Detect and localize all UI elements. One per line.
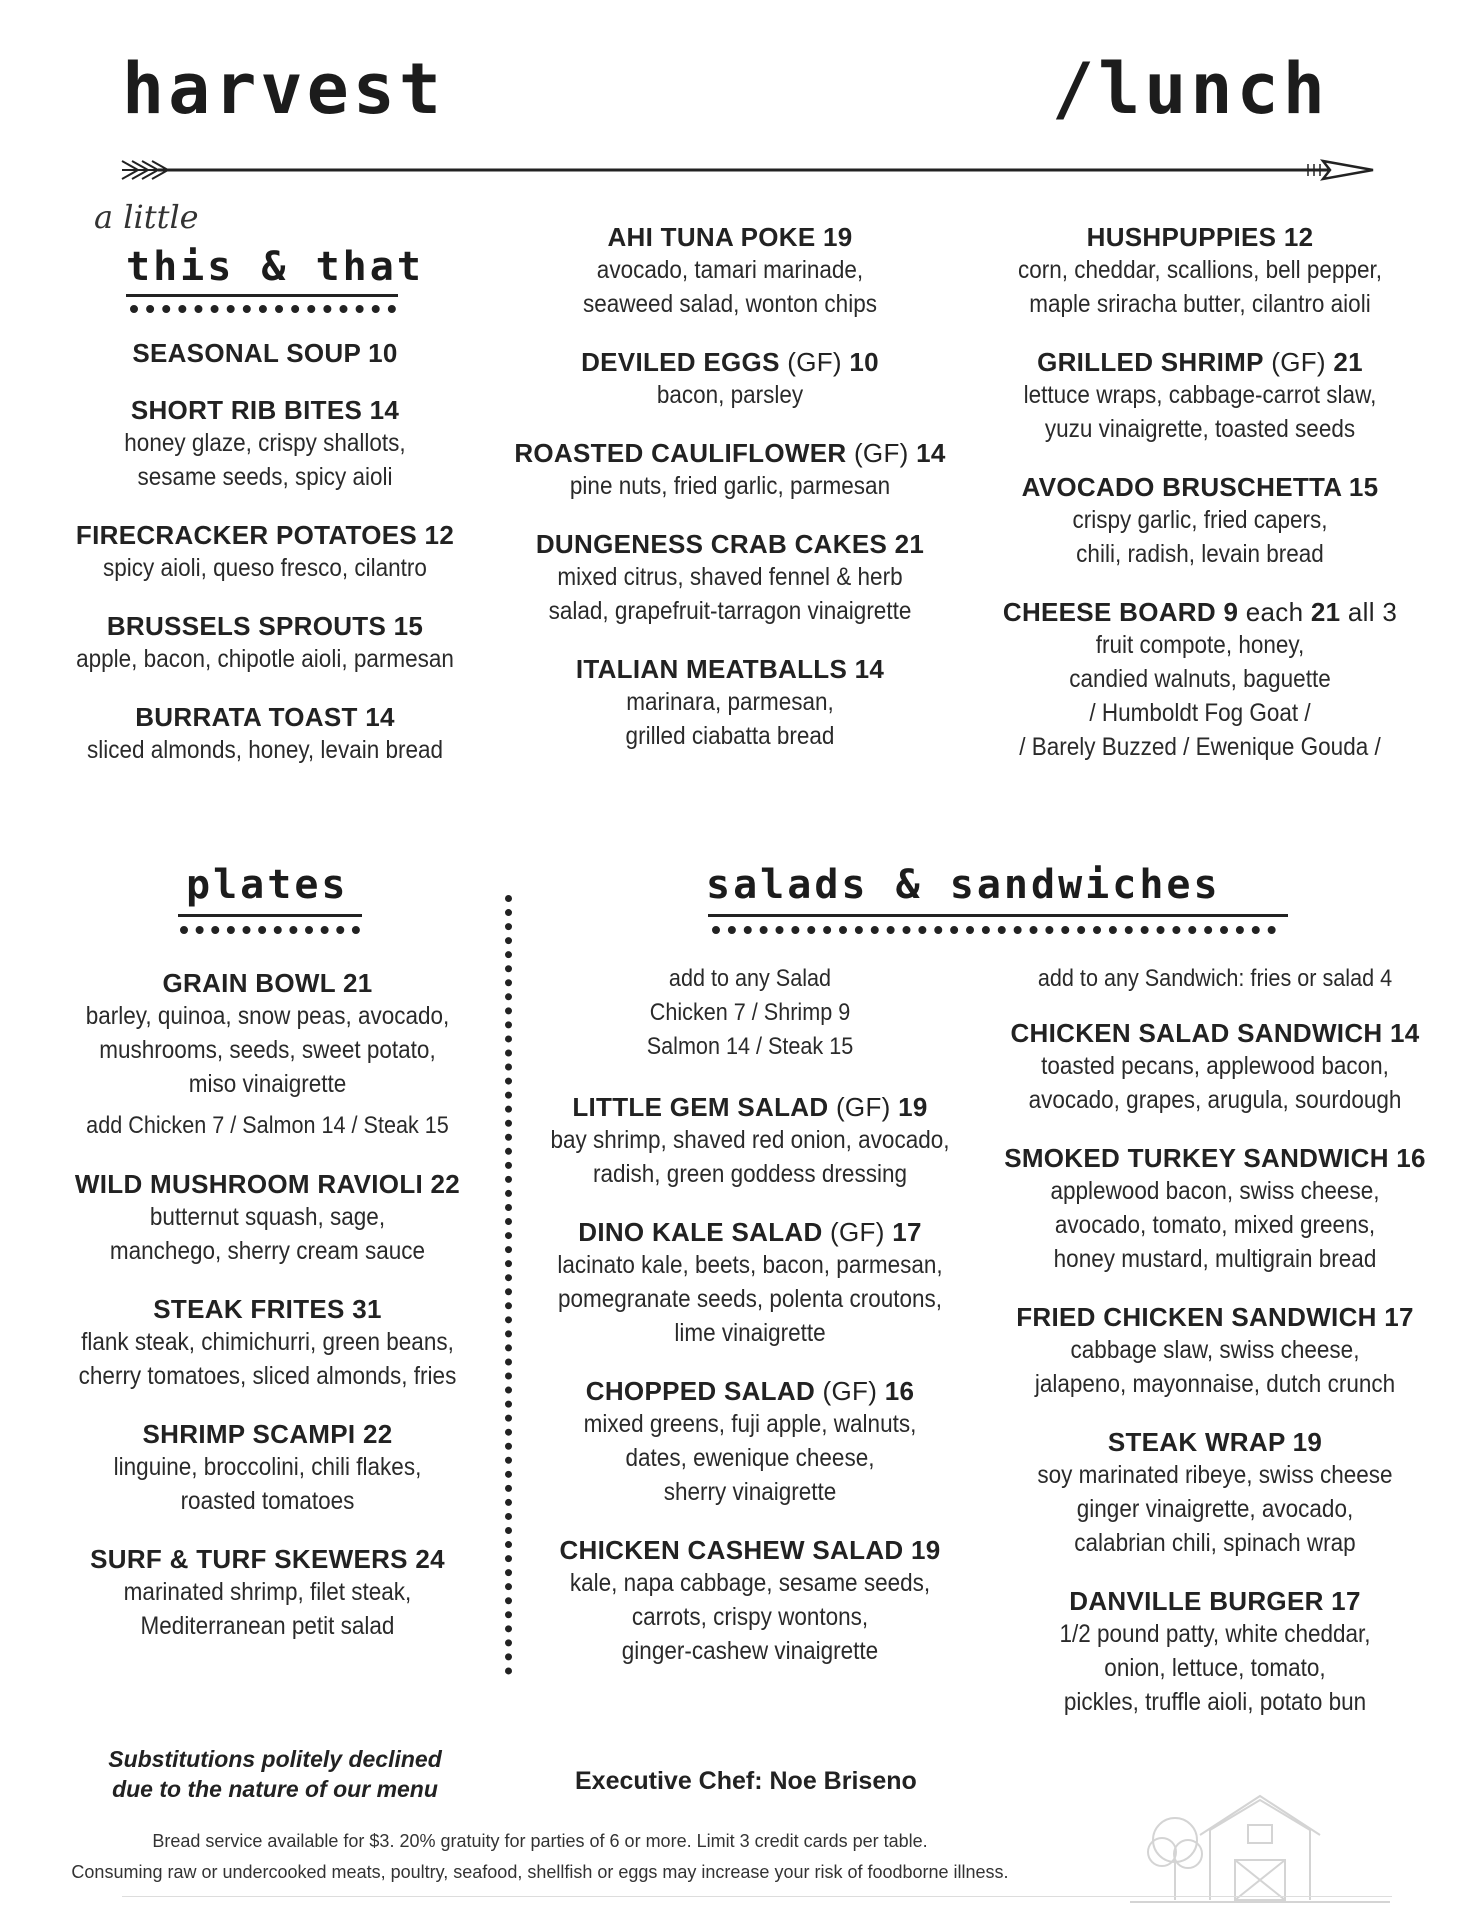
menu-item xyxy=(40,395,490,494)
menu-item xyxy=(970,222,1430,321)
item-name: SMOKED TURKEY SANDWICH 16 xyxy=(1004,1143,1426,1173)
item-title: GRILLED SHRIMP xyxy=(1037,347,1264,377)
item-name: SHORT RIB BITES 14 xyxy=(130,395,400,425)
starters-column-2 xyxy=(500,222,960,779)
item-price: 21 xyxy=(1333,347,1363,377)
item-desc: marinated shrimp, filet steak, xyxy=(123,1578,412,1606)
executive-chef: Executive Chef: Noe Briseno xyxy=(575,1767,917,1795)
item-desc: pine nuts, fried garlic, parmesan xyxy=(569,472,891,500)
sandwiches-column xyxy=(985,962,1445,1745)
item-desc: flank steak, chimichurri, green beans, xyxy=(81,1328,454,1356)
meal-title: /lunch xyxy=(1052,48,1329,130)
item-desc: radish, green goddess dressing xyxy=(593,1160,907,1188)
item-desc: avocado, grapes, arugula, sourdough xyxy=(1028,1086,1402,1114)
menu-item xyxy=(500,654,960,753)
menu-item xyxy=(520,1376,980,1509)
section-underline xyxy=(126,294,398,297)
item-desc: sesame seeds, spicy aioli xyxy=(137,463,393,491)
item-title: ROASTED CAULIFLOWER xyxy=(514,438,847,468)
item-title: DEVILED EGGS xyxy=(581,347,780,377)
item-price: 21 xyxy=(1303,597,1348,627)
section-underline xyxy=(178,914,362,917)
starters-column-3 xyxy=(970,222,1430,790)
menu-item xyxy=(40,611,490,676)
section-title-starters: this & that xyxy=(126,244,424,290)
menu-item xyxy=(40,338,490,369)
gf-tag: (GF) xyxy=(815,1376,885,1406)
menu-item xyxy=(40,1419,495,1518)
item-name: CHICKEN CASHEW SALAD 19 xyxy=(559,1535,941,1565)
arrow-divider xyxy=(118,155,1378,185)
section-title-plates: plates xyxy=(186,862,349,908)
menu-item xyxy=(520,1217,980,1350)
section-prefix: a little xyxy=(94,198,199,236)
item-name: FRIED CHICKEN SANDWICH 17 xyxy=(1016,1302,1414,1332)
item-desc: 1/2 pound patty, white cheddar, xyxy=(1059,1620,1371,1648)
menu-item xyxy=(985,1302,1445,1401)
item-title: CHOPPED SALAD xyxy=(585,1376,816,1406)
item-price: 16 xyxy=(884,1376,915,1406)
item-desc: seaweed salad, wonton chips xyxy=(583,290,877,318)
menu-item xyxy=(520,1092,980,1191)
salad-addon xyxy=(520,962,980,1064)
item-price: 19 xyxy=(898,1092,928,1122)
item-name: SURF & TURF SKEWERS 24 xyxy=(90,1544,445,1574)
add-on-note: add Chicken 7 / Salmon 14 / Steak 15 xyxy=(86,1112,449,1139)
item-name xyxy=(500,347,960,378)
item-name xyxy=(970,347,1430,378)
section-dots xyxy=(712,926,1276,934)
item-desc: miso vinaigrette xyxy=(188,1070,347,1098)
menu-item xyxy=(40,1169,495,1268)
menu-item xyxy=(500,438,960,503)
item-desc: lime vinaigrette xyxy=(674,1319,826,1347)
item-name: SHRIMP SCAMPI 22 xyxy=(142,1419,393,1449)
menu-item xyxy=(970,597,1430,764)
item-desc: Mediterranean petit salad xyxy=(140,1612,395,1640)
substitutions-note xyxy=(60,1744,490,1804)
item-desc: sliced almonds, honey, levain bread xyxy=(86,736,444,764)
item-desc: cabbage slaw, swiss cheese, xyxy=(1070,1336,1360,1364)
item-desc: applewood bacon, swiss cheese, xyxy=(1050,1177,1380,1205)
item-name: DANVILLE BURGER 17 xyxy=(1069,1586,1361,1616)
item-desc: mushrooms, seeds, sweet potato, xyxy=(99,1036,436,1064)
item-name: AVOCADO BRUSCHETTA 15 xyxy=(1021,472,1379,502)
item-name: GRAIN BOWL 21 xyxy=(162,968,373,998)
item-desc: maple sriracha butter, cilantro aioli xyxy=(1029,290,1371,318)
item-desc: candied walnuts, baguette xyxy=(1069,665,1331,693)
item-desc: ginger-cashew vinaigrette xyxy=(621,1637,879,1665)
menu-item xyxy=(40,1544,495,1643)
item-desc: salad, grapefruit-tarragon vinaigrette xyxy=(548,597,912,625)
item-name: DUNGENESS CRAB CAKES 21 xyxy=(535,529,925,559)
item-desc: / Barely Buzzed / Ewenique Gouda / xyxy=(1019,733,1381,761)
addon-line: Salmon 14 / Steak 15 xyxy=(646,1033,854,1060)
substitutions-line: Substitutions politely declined xyxy=(108,1746,442,1772)
item-desc: calabrian chili, spinach wrap xyxy=(1074,1529,1356,1557)
item-name xyxy=(520,1092,980,1123)
item-desc: bacon, parsley xyxy=(656,381,804,409)
menu-item xyxy=(985,1586,1445,1719)
item-name: FIRECRACKER POTATOES 12 xyxy=(75,520,455,550)
footer-line: Consuming raw or undercooked meats, poultry, seafood, shellfish or eggs may increase your risk of foodborne illness. xyxy=(71,1862,1009,1882)
item-desc: pomegranate seeds, polenta croutons, xyxy=(557,1285,943,1313)
item-desc: cherry tomatoes, sliced almonds, fries xyxy=(78,1362,457,1390)
addon-line: add to any Salad xyxy=(668,965,832,992)
item-desc: apple, bacon, chipotle aioli, parmesan xyxy=(76,645,454,673)
item-title: LITTLE GEM SALAD xyxy=(572,1092,829,1122)
section-dots xyxy=(180,926,360,934)
item-desc: chili, radish, levain bread xyxy=(1076,540,1324,568)
item-desc: roasted tomatoes xyxy=(180,1487,355,1515)
item-name xyxy=(500,438,960,469)
item-desc: toasted pecans, applewood bacon, xyxy=(1041,1052,1389,1080)
plates-column xyxy=(40,968,495,1669)
menu-item xyxy=(40,702,490,767)
item-desc: carrots, crispy wontons, xyxy=(631,1603,869,1631)
item-desc: manchego, sherry cream sauce xyxy=(109,1237,426,1265)
item-desc: kale, napa cabbage, sesame seeds, xyxy=(569,1569,931,1597)
price-unit: each xyxy=(1238,597,1304,627)
gf-tag: (GF) xyxy=(822,1217,893,1247)
gf-tag: (GF) xyxy=(779,347,850,377)
gf-tag: (GF) xyxy=(828,1092,899,1122)
item-price: 14 xyxy=(916,438,946,468)
item-name xyxy=(520,1217,980,1248)
menu-item xyxy=(970,472,1430,571)
item-desc: yuzu vinaigrette, toasted seeds xyxy=(1044,415,1356,443)
brand-title: harvest xyxy=(122,48,446,130)
gf-tag: (GF) xyxy=(846,438,917,468)
item-desc: mixed citrus, shaved fennel & herb xyxy=(557,563,903,591)
column-divider xyxy=(505,895,512,1675)
menu-item xyxy=(40,520,490,585)
item-desc: honey mustard, multigrain bread xyxy=(1053,1245,1377,1273)
item-desc: onion, lettuce, tomato, xyxy=(1104,1654,1326,1682)
item-desc: ginger vinaigrette, avocado, xyxy=(1076,1495,1354,1523)
menu-item xyxy=(500,347,960,412)
substitutions-line: due to the nature of our menu xyxy=(112,1776,438,1802)
menu-item xyxy=(40,1294,495,1393)
item-desc: bay shrimp, shaved red onion, avocado, xyxy=(550,1126,950,1154)
item-name: STEAK FRITES 31 xyxy=(153,1294,382,1324)
item-price: 17 xyxy=(892,1217,922,1247)
sandwich-addon xyxy=(985,962,1445,996)
section-underline xyxy=(708,914,1288,917)
item-name: CHICKEN SALAD SANDWICH 14 xyxy=(1010,1018,1420,1048)
item-name: STEAK WRAP 19 xyxy=(1107,1427,1323,1457)
section-dots xyxy=(130,305,396,313)
addon-line: add to any Sandwich: fries or salad 4 xyxy=(1037,965,1393,992)
item-desc: crispy garlic, fried capers, xyxy=(1072,506,1328,534)
section-title-salads-sandwiches: salads & sandwiches xyxy=(706,862,1221,908)
menu-item xyxy=(985,1018,1445,1117)
item-name: AHI TUNA POKE 19 xyxy=(607,222,853,252)
item-desc: marinara, parmesan, xyxy=(626,688,834,716)
footer-line: Bread service available for $3. 20% gratuity for parties of 6 or more. Limit 3 credit cards per table. xyxy=(152,1831,928,1851)
menu-item xyxy=(970,347,1430,446)
item-name xyxy=(520,1376,980,1407)
menu-item xyxy=(500,222,960,321)
gf-tag: (GF) xyxy=(1263,347,1334,377)
item-title: DINO KALE SALAD xyxy=(578,1217,823,1247)
menu-item xyxy=(985,1143,1445,1276)
item-desc: soy marinated ribeye, swiss cheese xyxy=(1037,1461,1393,1489)
item-desc: jalapeno, mayonnaise, dutch crunch xyxy=(1034,1370,1396,1398)
item-name: ITALIAN MEATBALLS 14 xyxy=(575,654,885,684)
footer xyxy=(40,1826,1040,1888)
addon-line: Chicken 7 / Shrimp 9 xyxy=(649,999,851,1026)
item-desc: / Humboldt Fog Goat / xyxy=(1089,699,1311,727)
item-desc: mixed greens, fuji apple, walnuts, xyxy=(583,1410,917,1438)
menu-item xyxy=(40,968,495,1143)
item-name: HUSHPUPPIES 12 xyxy=(1086,222,1314,252)
item-desc: barley, quinoa, snow peas, avocado, xyxy=(85,1002,450,1030)
item-name: BURRATA TOAST 14 xyxy=(135,702,395,732)
price-unit: all 3 xyxy=(1347,597,1398,627)
item-desc: butternut squash, sage, xyxy=(149,1203,386,1231)
barn-icon xyxy=(1130,1790,1390,1910)
item-desc: linguine, broccolini, chili flakes, xyxy=(113,1453,422,1481)
item-desc: pickles, truffle aioli, potato bun xyxy=(1063,1688,1367,1716)
item-desc: fruit compote, honey, xyxy=(1095,631,1305,659)
salads-column xyxy=(520,962,980,1694)
menu-item xyxy=(500,529,960,628)
item-price: 10 xyxy=(849,347,879,377)
footer-rule xyxy=(122,1896,1392,1897)
item-desc: grilled ciabatta bread xyxy=(625,722,835,750)
menu-item xyxy=(985,1427,1445,1560)
item-desc: avocado, tomato, mixed greens, xyxy=(1054,1211,1376,1239)
item-desc: avocado, tamari marinade, xyxy=(596,256,864,284)
starters-column-1 xyxy=(40,338,490,793)
menu-item xyxy=(520,1535,980,1668)
item-desc: dates, ewenique cheese, xyxy=(625,1444,875,1472)
item-desc: lettuce wraps, cabbage-carrot slaw, xyxy=(1023,381,1377,409)
item-desc: sherry vinaigrette xyxy=(663,1478,837,1506)
item-name: SEASONAL SOUP 10 xyxy=(132,338,398,368)
item-desc: honey glaze, crispy shallots, xyxy=(124,429,406,457)
item-desc: corn, cheddar, scallions, bell pepper, xyxy=(1018,256,1382,284)
item-title: CHEESE BOARD 9 xyxy=(1002,597,1239,627)
item-name xyxy=(970,597,1430,628)
item-name: BRUSSELS SPROUTS 15 xyxy=(106,611,424,641)
item-desc: spicy aioli, queso fresco, cilantro xyxy=(103,554,427,582)
item-name: WILD MUSHROOM RAVIOLI 22 xyxy=(74,1169,461,1199)
item-desc: lacinato kale, beets, bacon, parmesan, xyxy=(557,1251,943,1279)
